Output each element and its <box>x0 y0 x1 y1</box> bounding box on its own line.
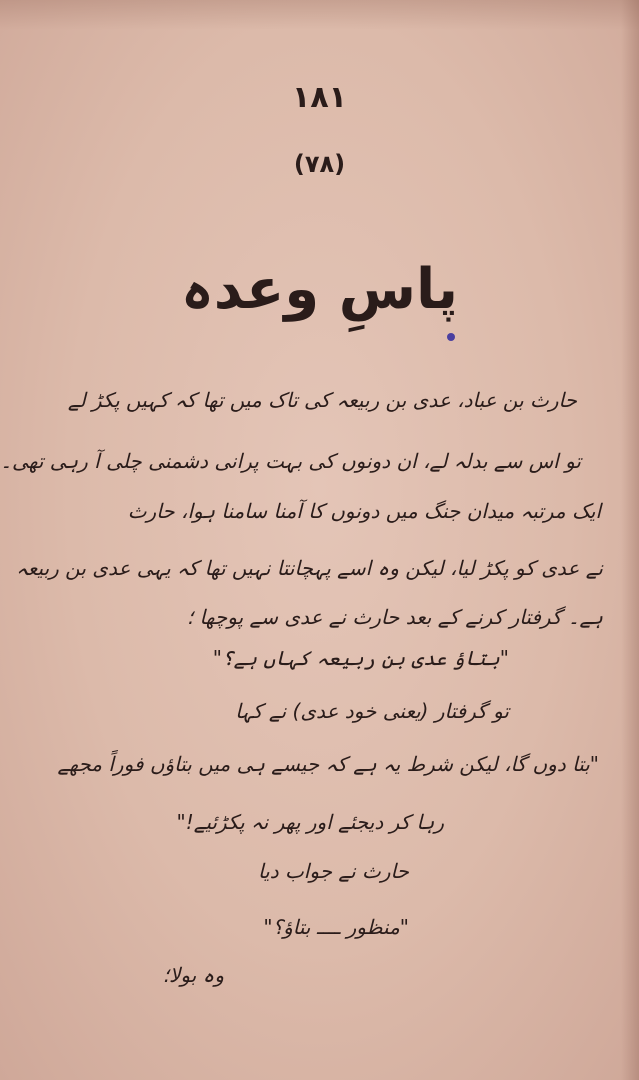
body-line: وہ بولا؛ <box>162 963 224 987</box>
body-line: ایک مرتبہ میدان جنگ میں دونوں کا آمنا سامنا ہوا، حارث <box>127 499 601 523</box>
body-line: تو گرفتار (یعنی خود عدی) نے کہا <box>235 699 509 723</box>
body-line: رہا کر دیجئے اور پھر نہ پکڑئیے!" <box>176 810 444 834</box>
page-number: ۱۸۱ <box>292 80 347 115</box>
body-line: "منظور ــــ بتاؤ؟" <box>263 915 409 939</box>
chapter-title: پاسِ وعدہ <box>180 257 459 322</box>
body-line: ہے۔ گرفتار کرنے کے بعد حارث نے عدی سے پوچھا ؛ <box>186 605 603 629</box>
body-line: "بتاؤ عدی بن ربیعہ کہاں ہے؟" <box>212 646 509 670</box>
title-ink-dot <box>447 333 455 341</box>
body-line: "بتا دوں گا، لیکن شرط یہ ہے کہ جیسے ہی میں بتاؤں فوراً مجھے <box>57 752 599 776</box>
body-line: نے عدی کو پکڑ لیا، لیکن وہ اسے پہچانتا نہیں تھا کہ یہی عدی بن ربیعہ <box>16 556 603 580</box>
body-line: تو اس سے بدلہ لے، ان دونوں کی بہت پرانی دشمنی چلی آ رہی تھی۔ <box>0 449 581 473</box>
section-number: (۷۸) <box>293 150 346 178</box>
body-line: حارث نے جواب دیا <box>258 859 409 883</box>
page-top-shadow <box>0 0 639 30</box>
body-line: حارث بن عباد، عدی بن ربیعہ کی تاک میں تھا کہ کہیں پکڑ لے <box>67 388 577 412</box>
